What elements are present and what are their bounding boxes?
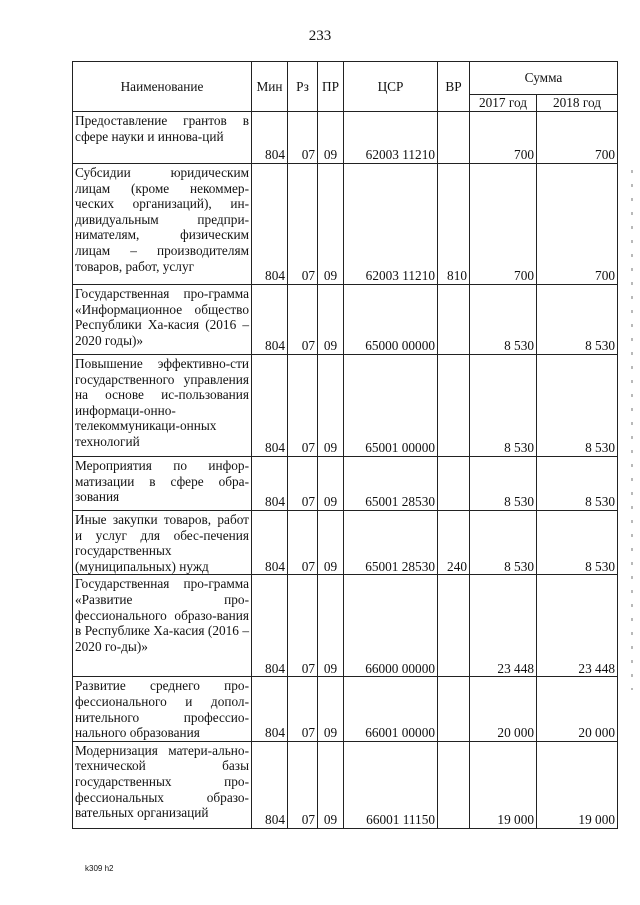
row-pr: 09 xyxy=(318,457,344,511)
row-pr: 09 xyxy=(318,677,344,741)
row-amount-2017: 700 xyxy=(470,112,537,164)
header-year-2017: 2017 год xyxy=(470,95,537,112)
row-csr: 62003 11210 xyxy=(344,164,438,285)
row-amount-2018: 19 000 xyxy=(537,741,618,828)
row-rz: 07 xyxy=(288,575,318,677)
row-name: Иные закупки товаров, работ и услуг для обес-печения государственных (муниципальных) нужд xyxy=(73,511,252,575)
table-row xyxy=(73,511,618,575)
row-rz: 07 xyxy=(288,112,318,164)
row-rz: 07 xyxy=(288,355,318,457)
header-year-2018: 2018 год xyxy=(537,95,618,112)
row-name: Предоставление грантов в сфере науки и иннова-ций xyxy=(73,112,252,164)
row-amount-2018: 8 530 xyxy=(537,285,618,355)
row-min: 804 xyxy=(252,164,288,285)
row-min: 804 xyxy=(252,511,288,575)
row-rz: 07 xyxy=(288,457,318,511)
row-rz: 07 xyxy=(288,677,318,741)
header-sum: Сумма xyxy=(470,62,618,95)
header-vr: ВР xyxy=(438,62,470,112)
row-amount-2017: 8 530 xyxy=(470,511,537,575)
row-min: 804 xyxy=(252,677,288,741)
table-row xyxy=(73,112,618,164)
row-csr: 65001 28530 xyxy=(344,457,438,511)
footer-code: k309 h2 xyxy=(85,864,114,873)
row-vr xyxy=(438,677,470,741)
row-min: 804 xyxy=(252,285,288,355)
row-amount-2017: 8 530 xyxy=(470,285,537,355)
row-amount-2018: 8 530 xyxy=(537,355,618,457)
row-vr: 810 xyxy=(438,164,470,285)
row-pr: 09 xyxy=(318,112,344,164)
header-rz: Рз xyxy=(288,62,318,112)
row-csr: 66000 00000 xyxy=(344,575,438,677)
row-vr xyxy=(438,112,470,164)
table-row xyxy=(73,164,618,285)
row-amount-2017: 8 530 xyxy=(470,457,537,511)
page-number: 233 xyxy=(308,28,332,44)
row-amount-2017: 20 000 xyxy=(470,677,537,741)
row-vr xyxy=(438,355,470,457)
row-min: 804 xyxy=(252,355,288,457)
row-csr: 62003 11210 xyxy=(344,112,438,164)
row-amount-2018: 20 000 xyxy=(537,677,618,741)
row-min: 804 xyxy=(252,112,288,164)
row-vr xyxy=(438,457,470,511)
row-pr: 09 xyxy=(318,164,344,285)
row-pr: 09 xyxy=(318,355,344,457)
row-csr: 66001 11150 xyxy=(344,741,438,828)
budget-table xyxy=(72,61,618,829)
row-amount-2018: 700 xyxy=(537,164,618,285)
table-row xyxy=(73,355,618,457)
row-name: Повышение эффективно-сти государственного управления на основе ис-пользования информаци-онно-телекоммуникаци-онных технологий xyxy=(73,355,252,457)
table-row xyxy=(73,457,618,511)
row-csr: 66001 00000 xyxy=(344,677,438,741)
row-name: Модернизация матери-ально-технической базы государственных про-фессиональных образо-вательных организаций xyxy=(73,741,252,828)
row-name: Государственная про-грамма «Развитие про-фессионального образо-вания в Республике Ха-касия (2016 – 2020 го-ды)» xyxy=(73,575,252,677)
row-rz: 07 xyxy=(288,285,318,355)
row-amount-2018: 8 530 xyxy=(537,511,618,575)
row-rz: 07 xyxy=(288,511,318,575)
table-row xyxy=(73,741,618,828)
row-name: Развитие среднего про-фессионального и допол-нительного профессио-нального образования xyxy=(73,677,252,741)
row-vr xyxy=(438,285,470,355)
row-pr: 09 xyxy=(318,741,344,828)
table-row xyxy=(73,285,618,355)
header-name: Наименование xyxy=(73,62,252,112)
row-vr xyxy=(438,741,470,828)
row-amount-2017: 23 448 xyxy=(470,575,537,677)
row-amount-2018: 700 xyxy=(537,112,618,164)
row-amount-2017: 19 000 xyxy=(470,741,537,828)
table-row xyxy=(73,575,618,677)
row-amount-2017: 8 530 xyxy=(470,355,537,457)
row-min: 804 xyxy=(252,741,288,828)
row-rz: 07 xyxy=(288,164,318,285)
row-name: Мероприятия по инфор-матизации в сфере обра-зования xyxy=(73,457,252,511)
table-row xyxy=(73,677,618,741)
row-pr: 09 xyxy=(318,575,344,677)
header-pr: ПР xyxy=(318,62,344,112)
row-amount-2017: 700 xyxy=(470,164,537,285)
row-min: 804 xyxy=(252,575,288,677)
row-amount-2018: 8 530 xyxy=(537,457,618,511)
row-name: Субсидии юридическим лицам (кроме некоммер-ческих организаций), ин-дивидуальным предпри-нимателям, физическим лицам – производителям товаров, работ, услуг xyxy=(73,164,252,285)
row-csr: 65001 28530 xyxy=(344,511,438,575)
row-csr: 65001 00000 xyxy=(344,355,438,457)
table-body xyxy=(73,112,618,829)
row-pr: 09 xyxy=(318,511,344,575)
row-rz: 07 xyxy=(288,741,318,828)
row-csr: 65000 00000 xyxy=(344,285,438,355)
row-vr: 240 xyxy=(438,511,470,575)
header-min: Мин xyxy=(252,62,288,112)
header-csr: ЦСР xyxy=(344,62,438,112)
row-min: 804 xyxy=(252,457,288,511)
row-amount-2018: 23 448 xyxy=(537,575,618,677)
row-name: Государственная про-грамма «Информационное общество Республики Ха-касия (2016 – 2020 годы)» xyxy=(73,285,252,355)
row-pr: 09 xyxy=(318,285,344,355)
row-vr xyxy=(438,575,470,677)
scan-margin-marks xyxy=(631,170,633,690)
